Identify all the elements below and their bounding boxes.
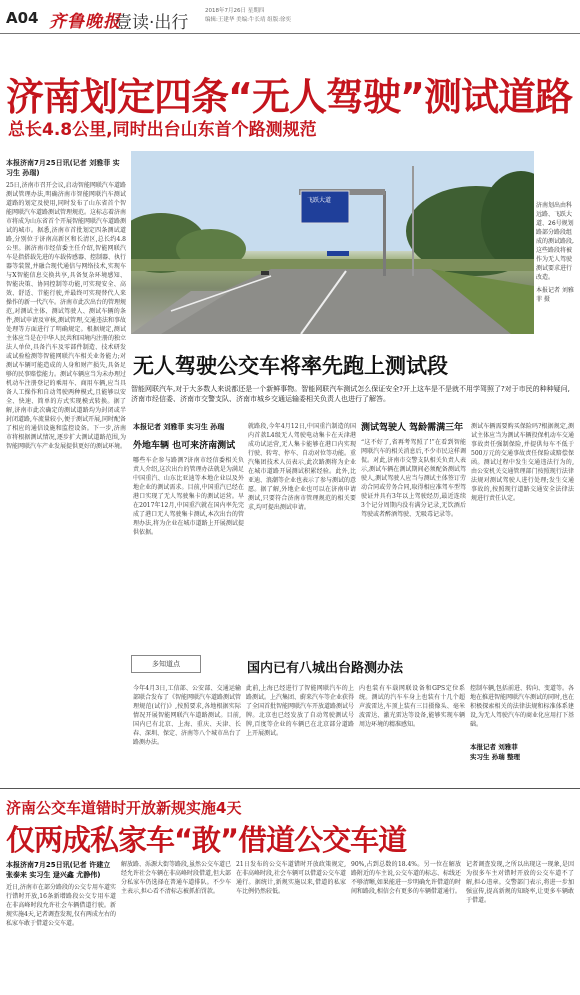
knowledge-col4: 控制车辆,包括前进、转向、变道等。各地在推进智能网联汽车测试的同时,也在积极探索相关的法律法规和标准体系建设,为无人驾驶汽车的商业化应用打下基础。 — [470, 685, 574, 728]
article2-subhead1: 外地车辆 也可来济南测试 — [133, 441, 236, 451]
article2-col1-text: 哪些车企参与路测?济南市经信委相关负责人介绍,这次出台的管理办法就是为满足中国重汽、山东比亚迪等本地企业以及外地企业的测试需求。目前,中国重汽已经在港口实现了无人驾驶集卡的测试运营。早在2017年12月,中国重汽就在国内率先完成了港口无人驾驶集卡测试,本次出台的管理办法,将为企业在城市道路上开展测试提供依据。 — [133, 457, 244, 536]
knowledge-box-title: 多知道点 — [152, 660, 180, 668]
left-byline: 本报济南7月25日讯(记者 刘雅菲 实习生 孙瑞) — [6, 159, 120, 177]
article2-col4-text: 测试车辆需要购买保险吗?根据规定,测试主体应当为测试车辆投保机动车交通事故责任强制保险,并提供每车不低于500万元的交通事故责任保险或赔偿保函。测试过程中发生交通违法行为的,由公安机关交通管理部门按照现行法律法规对测试驾驶人进行处理;发生交通事故的,按照现行道路交通安全法律法规进行责任认定。 — [471, 423, 574, 502]
signature-line1: 本报记者 刘雅菲 — [470, 743, 518, 751]
article3-col2-text: 解放路、泺源大街等路段,虽然公交车道已经允许社会车辆在非高峰时段借道,但大部分私家车仍选择在普通车道排队。不少车主表示,担心看不清标志被抓拍罚款。 — [121, 861, 231, 895]
article3-headline: 仅两成私家车“敢”借道公交车道 — [6, 823, 407, 857]
article3-col4-text: 90%,占到总数的18.4%。另一位在解放路附近的车主说,公交车道的标志、标线还不够清晰,如果能进一步明确允许借道的时间和路段,相信会有更多的车辆借道通行。 — [351, 861, 461, 895]
signature-line2: 实习生 孙瑞 整理 — [470, 753, 521, 761]
road-scene-illustration — [131, 151, 534, 334]
article3-col3-text: 21日发布的公交车道错时开放政策规定,在非高峰时段,社会车辆可以借道公交车道通行。据统计,新规实施以来,借道的私家车比例仍然较低。 — [236, 861, 346, 895]
article2-col1 — [133, 422, 244, 647]
article2-col3 — [361, 422, 466, 647]
article3-col1-text: 近日,济南市在部分路段的公交专用车道实行错时开放,16条新增路段公交专用车道在非高峰时段允许社会车辆借道行驶。新规实施4天,记者调查发现,仅有两成左右的私家车敢于借道公交车道。 — [6, 884, 116, 927]
article2-col2-text: 就路段,今年4月12日,中国重汽制造的国内首款L4级无人驾驶电动集卡在天津港成功试运营,无人集卡能够在港口内实现行驶、转弯、停车、自动对位等功能。重汽集团技术人员表示,此次路测将为企业在城市道路开展测试积累经验。此外,比亚迪、浪潮等企业也表示了参与测试的意愿。据了解,外地企业也可以在济南申请测试,只要符合济南市管理规范的相关要求,均可提出测试申请。 — [248, 423, 356, 511]
article3-byline: 本报济南7月25日讯(记者 许建立 张泰来 实习生 逯兴鑫 尤静伟) — [6, 861, 111, 879]
photo-caption — [536, 201, 576, 304]
article2-lede: 智能网联汽车,对于大多数人来说都还是一个新鲜事物。智能网联汽车测试怎么保证安全?开上这车是不是就不用学驾照了?对于市民的种种疑问,济南市经信委、济南市交警支队、济南市城乡交通运输委相关负责人也进行了解答。 — [131, 385, 570, 403]
photo-credit: 本报记者 刘雅菲 摄 — [536, 287, 574, 303]
issue-date: 2018年7月26日 星期四 — [205, 8, 265, 14]
left-body: 25日,济南市召开会议,启动智能网联汽车道路测试管理办法,明确济南市智能网联汽车测试道路的划定及使用,同时发布了山东省首个智能网联汽车道路测试管理规范。这标志着济南市将成为山东省首个开展智能网联汽车道路测试的城市。据悉,济南市首批划定四条测试道路,分别位于济南高新区和长清区,总长约4.8公里。据济南市经信委主任介绍,智能网联汽车是指搭载先进的车载传感器、控制器、执行器等装置,并融合现代通信与网络技术,实现车与X智能信息交换共享,具备复杂环境感知、智能决策、协同控制等功能,可实现安全、高效、舒适、节能行驶,并最终可实现替代人来操作的新一代汽车。济南市此次出台的管理规范,对测试主体、测试驾驶人、测试车辆的条件,测试申请及审核,测试管理,交通违法和事故处理等方面进行了明确规定。根据规定,测试主体应当是在中华人民共和国境内注册的独立法人单位,具备汽车及零部件制造、技术研发或试验检测等智能网联汽车相关业务能力;对测试车辆可能造成的人身和财产损失,具备足够的民事赔偿能力。测试车辆应当为未办理过机动车注册登记的乘用车、商用车辆,应当具备人工操作和自动驾驶两种模式,且能够以安全、快速、简单的方式实现模式转换。据了解,济南市此次确定的测试道路均为封闭或半封闭道路,车流量较小,便于测试开展,同时配备了相应的通信设施和监控设备。下一步,济南市将根据测试情况,逐步扩大测试道路范围,为智能网联汽车产业发展提供更好的测试环境。 — [6, 182, 126, 450]
article3-col1 — [6, 860, 116, 990]
article2-headline: 无人驾驶公交车将率先跑上测试段 — [133, 354, 448, 378]
article3-col5-text: 记者调查发现,之所以出现这一现象,是因为很多车主对错时开放的公交车道不了解,担心违章。交警部门表示,将进一步加强宣传,提高新规的知晓率,让更多车辆敢于借道。 — [466, 861, 574, 904]
article2-byline: 本报记者 刘雅菲 实习生 孙瑞 — [133, 423, 225, 431]
photo-caption-text: 济南划出由科远路、飞跃大道、26号规划路部分路段组成的测试路段,这些路段将被作为无人驾驶测试要求进行改造。 — [536, 202, 574, 281]
section-title: 壹读·出行 — [115, 13, 189, 33]
main-subheadline: 总长4.8公里,同时出台山东首个路测规范 — [8, 120, 317, 140]
editor-credits: 编辑:王建华 美编:牛长靖 组版:徐奕 — [205, 17, 292, 23]
knowledge-signature — [470, 742, 574, 762]
knowledge-headline: 国内已有八城出台路测办法 — [247, 661, 404, 676]
road-photo — [131, 151, 534, 334]
left-column — [6, 158, 126, 784]
knowledge-col1: 今年4月3日,工信部、公安部、交通运输部联合发布了《智能网联汽车道路测试管理规范(试行)》,按照要求,各地根据实际情况开展智能网联汽车道路测试。目前,国内已有北京、上海、重庆、天津、长春、深圳、保定、济南等八个城市出台了路测办法。 — [133, 685, 241, 746]
knowledge-col2: 此前,上海已经进行了智能网联汽车的上路测试。上汽集团、蔚来汽车等企业获得了全国首批智能网联汽车开放道路测试号牌。北京也已经发放了自动驾驶测试号牌,百度等企业的车辆已在北京部分道路上开展测试。 — [246, 685, 354, 737]
issue-meta — [205, 7, 291, 25]
road-sign-text: 飞跃大道 — [307, 197, 332, 204]
article2-subhead2: 测试驾驶人 驾龄需满三年 — [361, 423, 464, 433]
article2-col3-text: “这不好了,省再考驾照了!”在看到智能网联汽车的相关消息后,不少市民这样调侃。对此,济南市交警支队相关负责人表示,测试车辆在测试期间必须配备测试驾驶人,测试驾驶人应当与测试主体签订劳动合同或劳务合同,取得相应准驾车型驾驶证并具有3年以上驾驶经历,最近连续3个记分周期内没有满分记录,无饮酒后驾驶或者醉酒驾驶、无吸毒记录等。 — [361, 439, 466, 518]
article3-kicker: 济南公交车道错时开放新规实施4天 — [6, 799, 242, 817]
page-number: A04 — [6, 9, 39, 27]
newspaper-logo: 齐鲁晚报 — [49, 12, 121, 32]
knowledge-col3: 内也装有车载网联设备和GPS定位系统。测试的汽车车身上也装有十几个超声波雷达,车顶上装有三目摄像头、毫米波雷达、激光雷达等设备,能够实现车辆周边环境的精准感知。 — [359, 685, 465, 728]
masthead — [0, 0, 580, 34]
section-divider — [0, 788, 580, 789]
main-headline: 济南划定四条“无人驾驶”测试道路 — [6, 75, 572, 119]
knowledge-box — [131, 655, 201, 673]
